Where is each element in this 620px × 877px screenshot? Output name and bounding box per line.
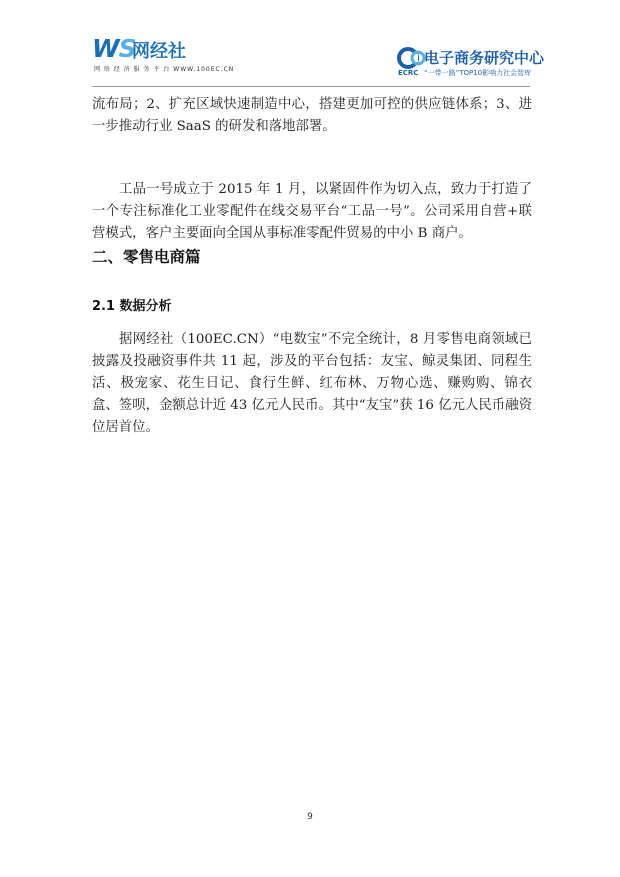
ecrc-abbreviation: ECRC	[398, 69, 419, 77]
paragraph-gongpinyihao: 工品一号成立于 2015 年 1 月，以紧固件作为切入点，致力于打造了一个专注标准化工业零配件在线交易平台“工品一号”。公司采用自营+联营模式，客户主要面向全国从事标准零配件贸易的中小 B 商户。	[92, 182, 532, 241]
section-heading: 二、零售电商篇	[92, 248, 201, 266]
paragraph-data-analysis: 据网经社（100EC.CN）“电数宝”不完全统计，8 月零售电商领域已披露及投融资事件共 11 起，涉及的平台包括：友宝、鲸灵集团、同程生活、极宠家、花生日记、食行生鲜、红布林、万物心选、赚购购、锦衣盒、签呗，金额总计近 43 亿元人民币。其中“友宝”获 16 亿元人民币融资位居首位。	[92, 332, 532, 435]
ecrc-subtitle: “一带一路”TOP10影响力社会智库	[424, 69, 532, 77]
logo-name: 网经社	[132, 41, 186, 62]
paragraph-continued: 流布局；2、扩充区域快速制造中心，搭建更加可控的供应链体系；3、进一步推动行业 SaaS 的研发和落地部署。	[92, 97, 532, 134]
wangjingshe-logo	[92, 34, 235, 80]
page-header	[0, 0, 620, 90]
ecrc-title: 电子商务研究中心	[424, 49, 545, 67]
logo-subtitle: 网 络 经 济 服 务 平 台 WWW.100EC.CN	[94, 66, 235, 73]
page-number: 9	[307, 812, 313, 822]
header-divider	[92, 86, 530, 87]
logo-mark: WS	[92, 34, 136, 63]
ecrc-logo	[396, 47, 556, 87]
subsection-heading: 2.1 数据分析	[92, 299, 172, 314]
